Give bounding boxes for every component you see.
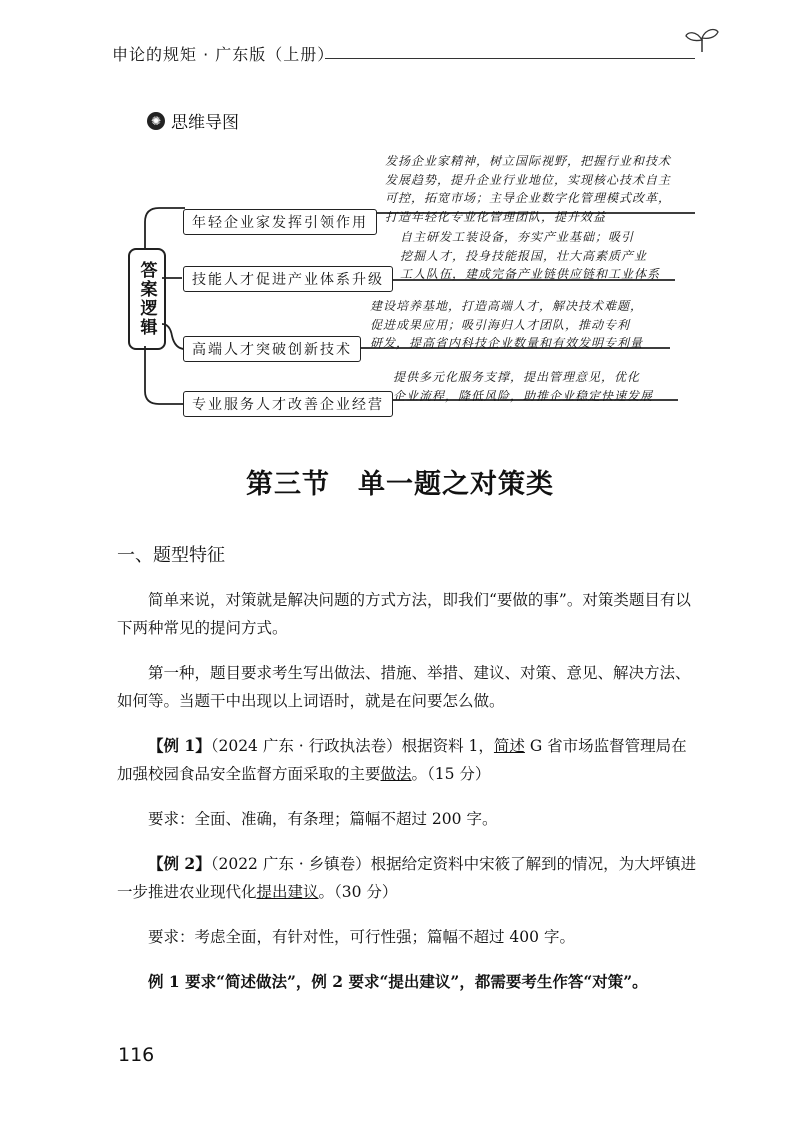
desc-line: 建设培养基地，打造高端人才，解决技术难题， xyxy=(370,299,644,313)
desc-line: 工人队伍，建成完备产业链供应链和工业体系 xyxy=(400,267,661,281)
body-text xyxy=(117,586,697,996)
example-2-verb: 提出建议 xyxy=(256,883,319,901)
example-1-mid: G 省市场监督管理局在加强校园食品安全监督方面采取的主要 xyxy=(117,737,687,783)
desc-line: 研发，提高省内科技企业数量和有效发明专利量 xyxy=(370,336,644,350)
desc-line: 发扬企业家精神，树立国际视野，把握行业和技术 xyxy=(385,154,672,168)
section-title: 第三节 单一题之对策类 xyxy=(246,469,554,500)
mind-map-branch-2-desc xyxy=(400,228,660,284)
summary-sentence: 例 1 要求“简述做法”，例 2 要求“提出建议”，都需要考生作答“对策”。 xyxy=(148,972,648,991)
mind-map-branch-4: 专业服务人才改善企业经营 xyxy=(183,391,393,417)
example-1-tag: 【例 1】 xyxy=(148,736,211,755)
example-2-tag: 【例 2】 xyxy=(148,854,211,873)
example-2-post: 。（30 分） xyxy=(318,883,398,901)
example-1-post: 。（15 分） xyxy=(411,765,491,783)
example-1-verb: 简述 xyxy=(493,737,525,755)
example-2 xyxy=(117,850,697,906)
paragraph-intro: 简单来说，对策就是解决问题的方式方法，即我们“要做的事”。对策类题目有以下两种常见的提问方式。 xyxy=(117,591,691,637)
example-1-object: 做法 xyxy=(380,765,412,783)
gear-icon: ✺ xyxy=(147,112,165,130)
example-1-pre: （2024 广东 · 行政执法卷）根据资料 1， xyxy=(210,737,494,755)
example-2-pre: （2022 广东 · 乡镇卷）根据给定资料中宋筱了解到的情况，为大坪镇进一步推进农业现代化 xyxy=(117,855,697,901)
mind-map-branch-3-desc xyxy=(370,297,643,353)
section-subheading: 一、题型特征 xyxy=(117,545,225,566)
mind-map-heading-text: 思维导图 xyxy=(171,113,239,133)
paragraph-first-type: 第一种，题目要求考生写出做法、措施、举措、建议、对策、意见、解决方法、如何等。当题干中出现以上词语时，就是在问要怎么做。 xyxy=(117,664,691,710)
desc-line: 企业流程，降低风险，助推企业稳定快速发展 xyxy=(393,388,654,403)
desc-line: 发展趋势，提升企业行业地位，实现核心技术自主 xyxy=(385,172,672,187)
mind-map-root: 答案逻辑 xyxy=(128,248,166,350)
example-2-requirement: 要求：考虑全面，有针对性，可行性强；篇幅不超过 400 字。 xyxy=(148,928,575,946)
desc-line: 打造年轻化专业化管理团队，提升效益 xyxy=(385,209,607,224)
desc-line: 挖掘人才，投身技能报国，壮大高素质产业 xyxy=(400,248,648,263)
desc-line: 可控，拓宽市场；主导企业数字化管理模式改革， xyxy=(385,191,672,205)
example-1 xyxy=(117,732,697,788)
desc-line: 提供多元化服务支撑，提出管理意见，优化 xyxy=(393,370,641,384)
example-1-requirement: 要求：全面、准确，有条理；篇幅不超过 200 字。 xyxy=(148,810,498,828)
desc-line: 促进成果应用；吸引海归人才团队，推动专利 xyxy=(370,317,631,332)
mind-map-branch-4-desc xyxy=(393,368,653,405)
desc-line: 自主研发工装设备，夯实产业基础；吸引 xyxy=(400,230,635,244)
mind-map-branch-1-desc xyxy=(385,152,671,226)
mind-map-branch-1: 年轻企业家发挥引领作用 xyxy=(183,209,377,235)
mind-map-branch-3: 高端人才突破创新技术 xyxy=(183,336,361,362)
page-number: 116 xyxy=(118,1044,155,1066)
running-header-title: 申论的规矩 · 广东版（上册） xyxy=(112,45,335,64)
mind-map-branch-2: 技能人才促进产业体系升级 xyxy=(183,266,393,292)
